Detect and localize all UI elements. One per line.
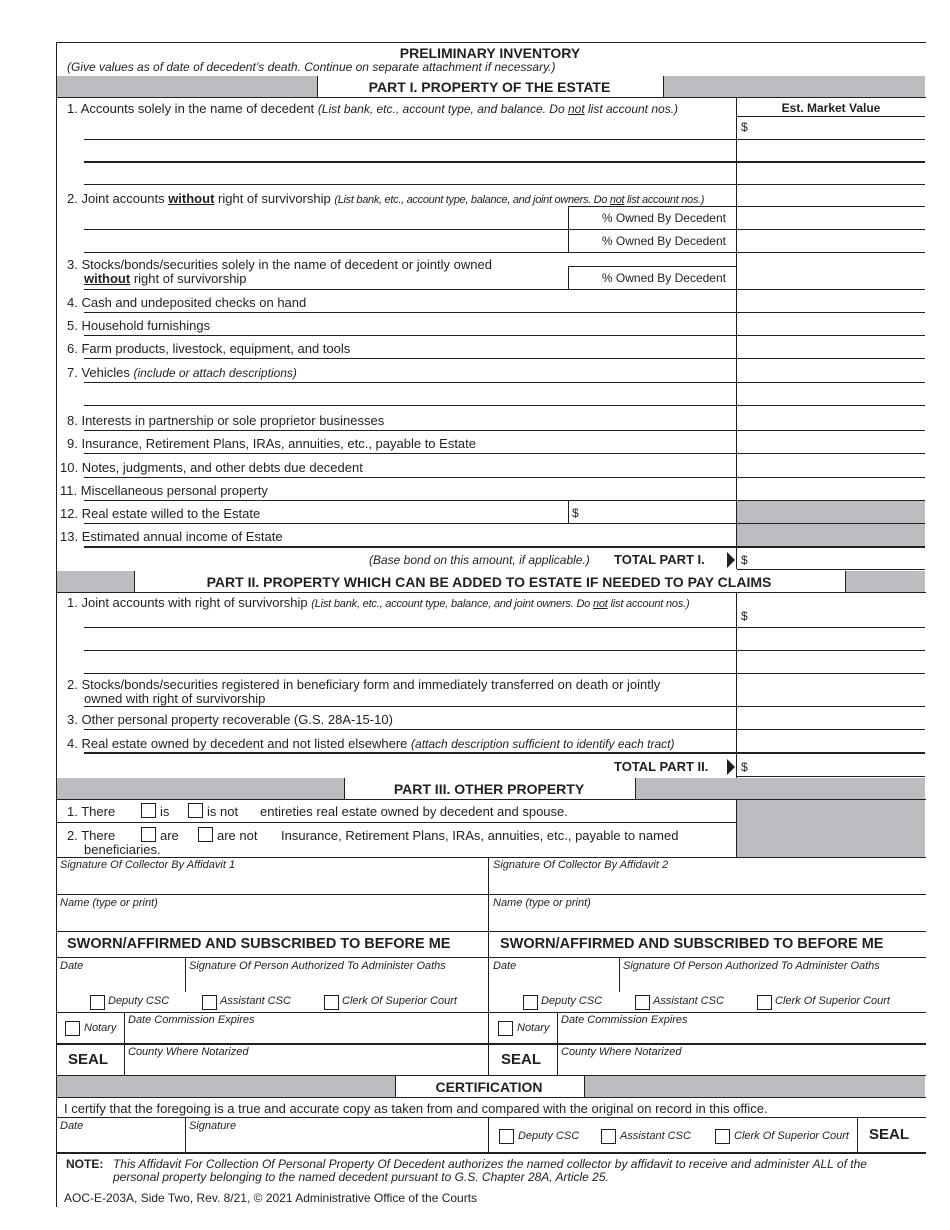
deputy-csc-checkbox-1[interactable] [90, 995, 105, 1010]
total-part1-dollar: $ [741, 553, 748, 567]
date-label-1: Date [60, 960, 84, 972]
p1-item4-label: 4. Cash and undeposited checks on hand [67, 295, 307, 310]
cert-assistant-label: Assistant CSC [620, 1130, 691, 1142]
p3-are-label: are [160, 828, 179, 843]
clerk-label-2: Clerk Of Superior Court [775, 995, 890, 1007]
p2-item4-line[interactable] [84, 752, 925, 754]
p3-item1-text: entireties real estate owned by decedent and spouse. [260, 804, 568, 819]
p1-item4-line[interactable] [84, 312, 925, 313]
p2-item1-line3[interactable] [84, 673, 925, 674]
name-line[interactable] [56, 931, 926, 932]
p2-item1-line1[interactable] [84, 627, 925, 628]
p1-item8-line[interactable] [84, 430, 925, 431]
p1-item10-label: 10. Notes, judgments, and other debts due decedent [60, 460, 363, 475]
p2-item1-label: 1. Joint accounts with right of survivorship (List bank, etc., account type, balance, and joint owners. Do not list account nos.) [67, 595, 690, 610]
cert-clerk-checkbox[interactable] [715, 1129, 730, 1144]
form-left-border [56, 42, 57, 1207]
p3-arenot-checkbox[interactable] [198, 827, 213, 842]
form-subtitle: (Give values as of date of decedent’s death. Continue on separate attachment if necessary.) [67, 60, 556, 74]
certification-text: I certify that the foregoing is a true and accurate copy as taken from and compared with the original on record in this office. [64, 1101, 768, 1116]
p1-item3-pct: % Owned By Decedent [601, 271, 726, 285]
p1-item5-line[interactable] [84, 335, 925, 336]
p1-item10-line[interactable] [84, 477, 925, 478]
footer-text: AOC-E-203A, Side Two, Rev. 8/21, © 2021 Administrative Office of the Courts [64, 1191, 478, 1205]
p3-item1-there: 1. There [67, 804, 116, 819]
p1-item1-line3[interactable] [84, 184, 925, 185]
cert-signature-label: Signature [189, 1120, 237, 1132]
p1-item9-line[interactable] [84, 453, 925, 454]
clerk-checkbox-1[interactable] [324, 995, 339, 1010]
p3-is-checkbox[interactable] [141, 803, 156, 818]
cert-deputy-checkbox[interactable] [499, 1129, 514, 1144]
total-part2-field[interactable] [737, 776, 925, 777]
p3-are-checkbox[interactable] [141, 827, 156, 842]
sworn-heading-1: SWORN/AFFIRMED AND SUBSCRIBED TO BEFORE ME [67, 936, 451, 952]
sig-collector2-label: Signature Of Collector By Affidavit 2 [493, 859, 669, 871]
part3-title: PART III. OTHER PROPERTY [393, 781, 585, 797]
p1-item3-label-2: without right of survivorship [84, 271, 247, 286]
certification-title: CERTIFICATION [435, 1079, 543, 1095]
p1-item1-line2[interactable] [84, 161, 925, 163]
county-label-1: County Where Notarized [128, 1046, 249, 1058]
p2-item2-label: 2. Stocks/bonds/securities registered in beneficiary form and immediately transferred on death or jointly [67, 677, 661, 692]
p1-item6-line[interactable] [84, 358, 925, 359]
total-part2-label: TOTAL PART II. [614, 759, 709, 774]
sig-collector-line[interactable] [56, 894, 926, 895]
p1-item2-line2[interactable] [84, 252, 925, 253]
p1-item2-label: 2. Joint accounts without right of survivorship (List bank, etc., account type, balance, and joint owners. Do not list account nos.) [67, 191, 705, 206]
cert-clerk-label: Clerk Of Superior Court [734, 1130, 849, 1142]
form-top-border [56, 42, 926, 43]
cert-date-label: Date [60, 1120, 84, 1132]
arrow-right-icon [727, 552, 735, 568]
p1-item7-line1[interactable] [84, 382, 925, 383]
sig-oath-label-1: Signature Of Person Authorized To Administer Oaths [189, 960, 446, 972]
p3-isnot-checkbox[interactable] [188, 803, 203, 818]
p1-item11-label: 11. Miscellaneous personal property [60, 483, 268, 498]
p1-item7-label: 7. Vehicles (include or attach descriptions) [67, 365, 297, 380]
note-label: NOTE: [66, 1157, 104, 1171]
commission-label-1: Date Commission Expires [128, 1014, 255, 1026]
assistant-csc-checkbox-2[interactable] [635, 995, 650, 1010]
notary-label-1: Notary [84, 1022, 117, 1034]
p1-item9-label: 9. Insurance, Retirement Plans, IRAs, annuities, etc., payable to Estate [67, 436, 477, 451]
sig-oath-label-2: Signature Of Person Authorized To Administer Oaths [623, 960, 880, 972]
form-title: PRELIMINARY INVENTORY [399, 45, 581, 61]
p2-item4-label: 4. Real estate owned by decedent and not listed elsewhere (attach description sufficient to identify each tract) [67, 736, 675, 751]
base-bond-note: (Base bond on this amount, if applicable.) [369, 553, 590, 567]
name-label-2: Name (type or print) [493, 897, 591, 909]
assistant-csc-checkbox-1[interactable] [202, 995, 217, 1010]
p1-item8-label: 8. Interests in partnership or sole proprietor businesses [67, 413, 385, 428]
p3-is-label: is [160, 804, 170, 819]
note-line1: This Affidavit For Collection Of Personal Property Of Decedent authorizes the named collector by affidavit to receive and administer ALL of the [113, 1157, 867, 1171]
total-part1-field[interactable] [737, 569, 925, 570]
p1-item2-pct1: % Owned By Decedent [601, 211, 726, 225]
p3-item2-there: 2. There [67, 828, 116, 843]
p3-isnot-label: is not [207, 804, 239, 819]
name-label-1: Name (type or print) [60, 897, 158, 909]
deputy-csc-checkbox-2[interactable] [523, 995, 538, 1010]
county-label-2: County Where Notarized [561, 1046, 682, 1058]
p1-item12-dollar: $ [572, 506, 579, 520]
p2-item1-dollar: $ [741, 609, 748, 623]
assistant-csc-label-1: Assistant CSC [220, 995, 291, 1007]
date-label-2: Date [493, 960, 517, 972]
arrow-right-icon [727, 759, 735, 775]
p1-item2-pct2: % Owned By Decedent [601, 234, 726, 248]
p1-item2-line1[interactable] [84, 229, 925, 230]
total-part2-dollar: $ [741, 760, 748, 774]
p2-item1-line2[interactable] [84, 650, 925, 651]
clerk-label-1: Clerk Of Superior Court [342, 995, 457, 1007]
p3-item2-text: Insurance, Retirement Plans, IRAs, annuities, etc., payable to named [281, 828, 679, 843]
p1-item5-label: 5. Household furnishings [67, 318, 211, 333]
p1-item1-dollar: $ [741, 120, 748, 134]
p1-item3-line[interactable] [84, 289, 925, 290]
value-column-divider [736, 97, 737, 569]
notary-checkbox-2[interactable] [498, 1021, 513, 1036]
p1-item13-label: 13. Estimated annual income of Estate [60, 529, 283, 544]
seal-label-2: SEAL [501, 1051, 542, 1068]
est-market-value-header: Est. Market Value [781, 101, 881, 115]
deputy-csc-label-1: Deputy CSC [108, 995, 170, 1007]
p1-item1-label: 1. Accounts solely in the name of decedent (List bank, etc., account type, and balance. Do not list account nos.) [67, 101, 679, 116]
p1-item6-label: 6. Farm products, livestock, equipment, and tools [67, 341, 351, 356]
cert-assistant-checkbox[interactable] [601, 1129, 616, 1144]
p1-item13-line[interactable] [84, 546, 925, 548]
cert-seal-label: SEAL [869, 1126, 910, 1143]
deputy-csc-label-2: Deputy CSC [541, 995, 603, 1007]
p2-item2-line[interactable] [84, 706, 925, 707]
cert-deputy-label: Deputy CSC [518, 1130, 580, 1142]
p2-item2-label-2: owned with right of survivorship [84, 691, 266, 706]
sig-collector1-label: Signature Of Collector By Affidavit 1 [60, 859, 236, 871]
p2-item3-line[interactable] [84, 729, 925, 730]
p1-item7-line2[interactable] [84, 405, 925, 406]
clerk-checkbox-2[interactable] [757, 995, 772, 1010]
assistant-csc-label-2: Assistant CSC [653, 995, 724, 1007]
p3-item2-text-2: beneficiaries. [84, 842, 161, 857]
p1-item1-line1[interactable] [84, 139, 736, 140]
note-line2: personal property belonging to the named decedent pursuant to G.S. Chapter 28A, Article 25. [113, 1170, 609, 1184]
total-part1-label: TOTAL PART I. [614, 552, 705, 567]
sworn-heading-2: SWORN/AFFIRMED AND SUBSCRIBED TO BEFORE ME [500, 936, 884, 952]
notary-checkbox-1[interactable] [65, 1021, 80, 1036]
part2-title: PART II. PROPERTY WHICH CAN BE ADDED TO ESTATE IF NEEDED TO PAY CLAIMS [206, 574, 772, 590]
part1-title: PART I. PROPERTY OF THE ESTATE [368, 79, 611, 95]
p1-item12-label: 12. Real estate willed to the Estate [60, 506, 261, 521]
p1-item3-label: 3. Stocks/bonds/securities solely in the name of decedent or jointly owned [67, 257, 492, 272]
seal-label-1: SEAL [68, 1051, 109, 1068]
p3-arenot-label: are not [217, 828, 258, 843]
p2-item3-label: 3. Other personal property recoverable (G.S. 28A-15-10) [67, 712, 393, 727]
notary-label-2: Notary [517, 1022, 550, 1034]
commission-label-2: Date Commission Expires [561, 1014, 688, 1026]
